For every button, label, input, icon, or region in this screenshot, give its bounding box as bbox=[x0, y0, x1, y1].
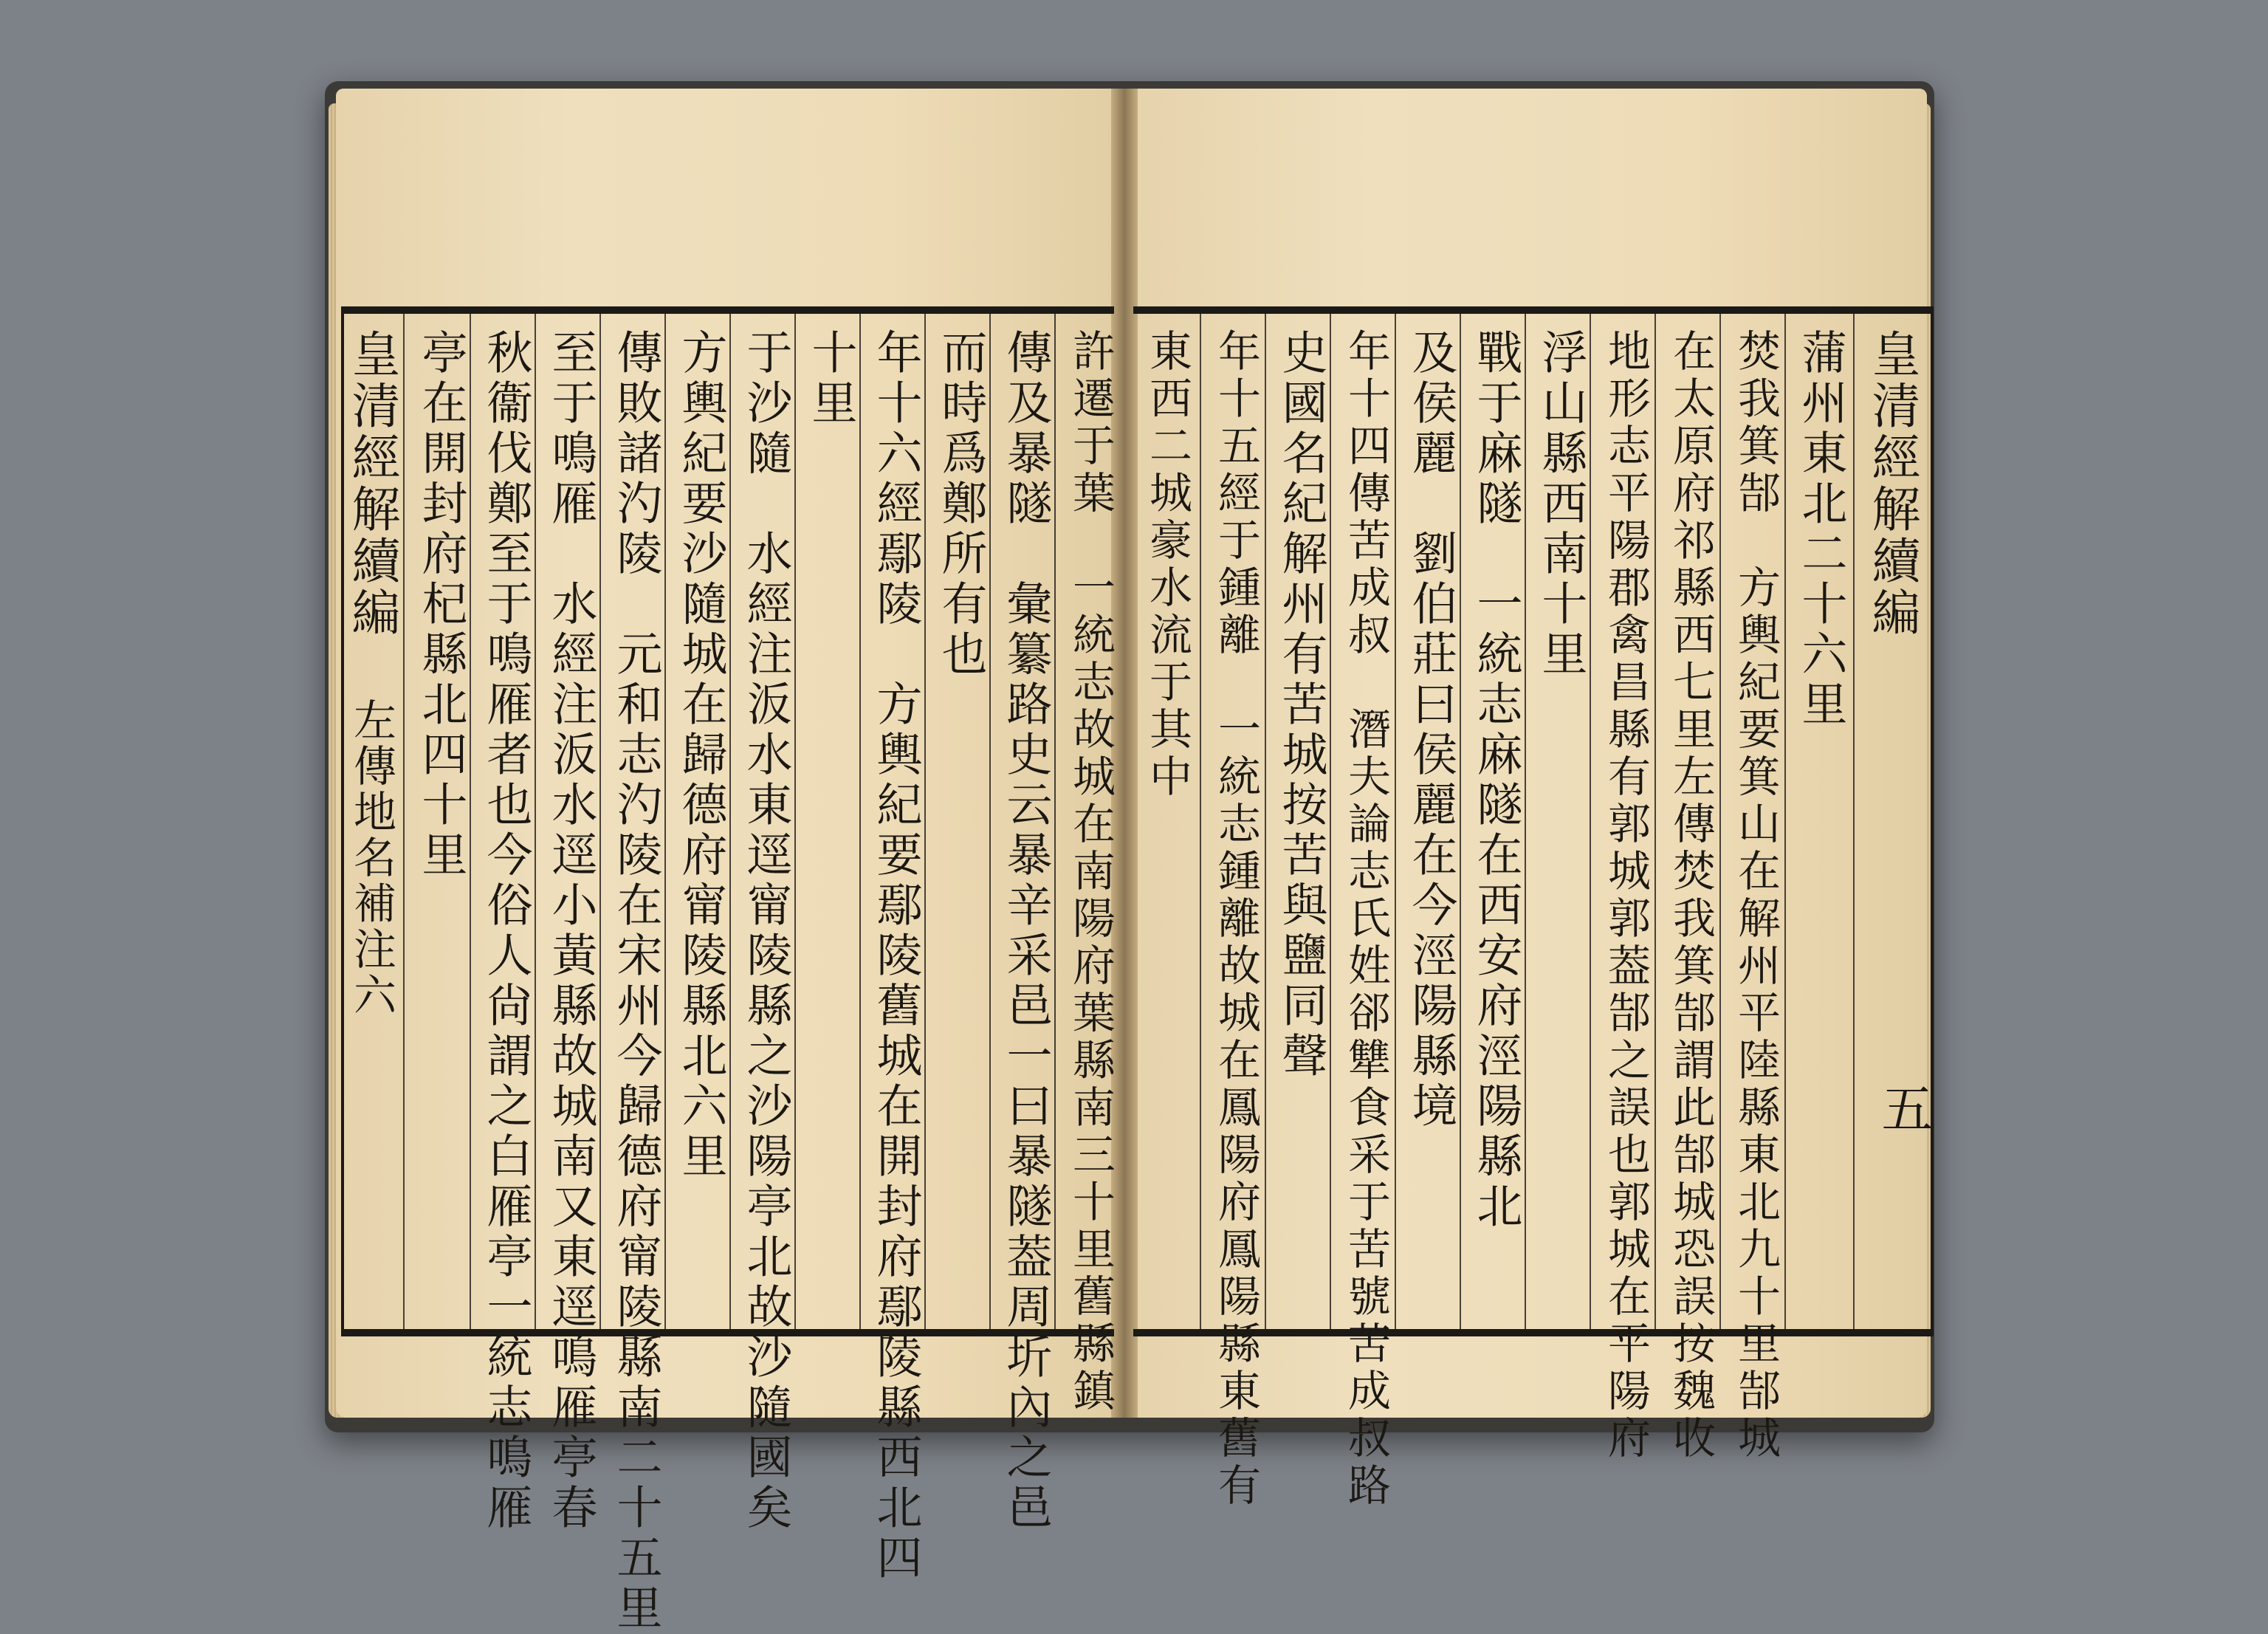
right-column-2: 焚我箕郜 方輿紀要箕山在解州平陸縣東北九十里郜城 bbox=[1731, 329, 1781, 1463]
column-rule bbox=[1784, 314, 1786, 1329]
column-rule bbox=[664, 314, 666, 1329]
right-page-frame bbox=[1133, 306, 1934, 1510]
left-column-9: 至于鳴雁 水經注汳水逕小黃縣故城南又東逕鳴雁亭春 bbox=[544, 329, 598, 1534]
column-rule bbox=[599, 314, 601, 1329]
right-column-9: 史國名紀解州有苦城按苦與鹽同聲 bbox=[1274, 329, 1328, 1082]
column-rule bbox=[1460, 314, 1461, 1329]
column-rule bbox=[1590, 314, 1591, 1329]
right-header-title: 皇清經解續編 bbox=[1863, 329, 1920, 639]
column-rule bbox=[1525, 314, 1526, 1329]
right-column-3: 在太原府祁縣西七里左傳焚我箕郜謂此郜城恐誤按魏收 bbox=[1666, 329, 1716, 1463]
column-rule bbox=[1330, 314, 1331, 1329]
column-rule bbox=[1853, 314, 1855, 1329]
right-column-4: 地形志平陽郡禽昌縣有郭城郭葢郜之誤也郭城在平陽府 bbox=[1601, 329, 1651, 1463]
left-header-sub: 左傳地名補注六 bbox=[346, 698, 396, 1018]
left-column-8: 傳敗諸汋陵 元和志汋陵在宋州今歸德府甯陵縣南二十五里 bbox=[609, 329, 663, 1634]
right-column-5: 浮山縣西南十里 bbox=[1534, 329, 1588, 680]
column-rule bbox=[729, 314, 731, 1329]
column-rule bbox=[1200, 314, 1201, 1329]
left-header-title: 皇清經解續編 bbox=[343, 329, 400, 639]
left-column-2: 傳及暴隧 彙纂路史云暴辛采邑一曰暴隧葢周圻內之邑 bbox=[999, 329, 1053, 1534]
left-column-10: 秋衞伐鄭至于鳴雁者也今俗人尙謂之白雁亭一統志鳴雁 bbox=[479, 329, 533, 1534]
column-rule bbox=[1054, 314, 1056, 1329]
column-rule bbox=[403, 314, 405, 1329]
column-rule bbox=[1719, 314, 1721, 1329]
right-column-8: 年十四傳苦成叔 潛夫論志氏姓郤犨食采于苦號苦成叔路 bbox=[1341, 329, 1391, 1510]
column-rule bbox=[1395, 314, 1396, 1329]
column-rule bbox=[470, 314, 471, 1329]
left-column-7: 方輿紀要沙隨城在歸德府甯陵縣北六里 bbox=[674, 329, 728, 1182]
left-column-3: 而時爲鄭所有也 bbox=[934, 329, 988, 680]
column-rule bbox=[535, 314, 536, 1329]
left-page-frame bbox=[341, 306, 1116, 1634]
column-rule bbox=[859, 314, 861, 1329]
column-rule bbox=[924, 314, 926, 1329]
left-column-5: 十里 bbox=[804, 329, 858, 429]
column-rule bbox=[1265, 314, 1266, 1329]
left-column-6: 于沙隨 水經注汳水東逕甯陵縣之沙陽亭北故沙隨國矣 bbox=[739, 329, 793, 1534]
right-column-10: 年十五經于鍾離 一統志鍾離故城在鳳陽府鳳陽縣東舊有 bbox=[1211, 329, 1261, 1510]
left-column-1: 許遷于葉 一統志故城在南陽府葉縣南三十里舊縣鎮 bbox=[1065, 329, 1116, 1415]
right-column-7: 及侯麗 劉伯莊曰侯麗在今涇陽縣境 bbox=[1404, 329, 1458, 1132]
left-column-11: 亭在開封府杞縣北四十里 bbox=[414, 329, 468, 881]
right-column-1: 蒲州東北二十六里 bbox=[1794, 329, 1848, 730]
left-column-4: 年十六經鄢陵 方輿紀要鄢陵舊城在開封府鄢陵縣西北四 bbox=[869, 329, 923, 1584]
right-folio-number: 五 bbox=[1873, 1082, 1934, 1133]
right-column-11: 東西二城豪水流于其中 bbox=[1142, 329, 1192, 801]
column-rule bbox=[1654, 314, 1656, 1329]
right-column-6: 戰于麻隧 一統志麻隧在西安府涇陽縣北 bbox=[1469, 329, 1523, 1232]
column-rule bbox=[794, 314, 796, 1329]
column-rule bbox=[989, 314, 991, 1329]
